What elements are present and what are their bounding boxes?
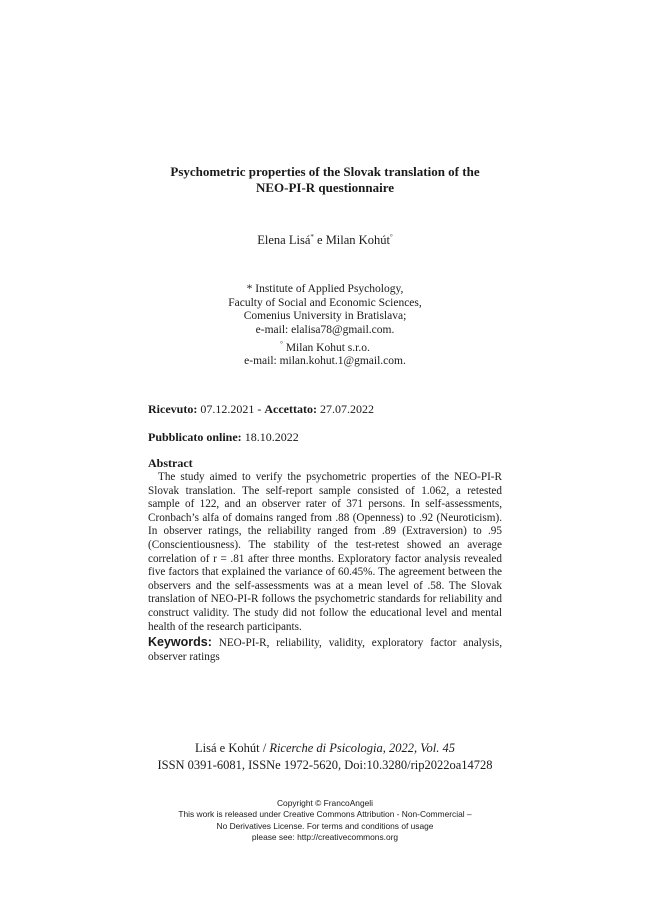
keywords-label: Keywords: xyxy=(148,635,212,649)
received-label: Ricevuto: xyxy=(148,402,198,416)
author-list xyxy=(100,233,550,248)
accepted-value: 27.07.2022 xyxy=(316,402,374,416)
license-link[interactable]: please see: http://creativecommons.org xyxy=(251,831,399,842)
paper-title-line-2: NEO-PI-R questionnaire xyxy=(255,180,395,195)
citation-block xyxy=(100,740,550,774)
accepted-label: Accettato: xyxy=(264,402,317,416)
citation-issn: ISSN 0391-6081, ISSNe 1972-5620, Doi:10.3280/rip2022oa14728 xyxy=(157,758,493,772)
copyright-notice xyxy=(100,798,550,843)
affiliation-line xyxy=(100,338,550,356)
affiliation-email[interactable]: e-mail: milan.kohut.1@gmail.com. xyxy=(244,355,406,368)
author-connector: e xyxy=(313,233,326,248)
published-line xyxy=(148,430,299,445)
affiliation-line: Comenius University in Bratislava; xyxy=(243,310,407,323)
paper-title-line-1: Psychometric properties of the Slovak translation of the xyxy=(170,164,480,179)
author-mark: * xyxy=(310,233,314,241)
published-label: Pubblicato online: xyxy=(148,430,242,444)
citation-authors: Lisá e Kohút / xyxy=(195,741,270,755)
author-name: Elena Lisá xyxy=(257,233,311,248)
received-value: 07.12.2021 - xyxy=(197,402,265,416)
copyright-line: Copyright © FrancoAngeli xyxy=(276,798,373,808)
abstract-heading: Abstract xyxy=(148,456,193,470)
license-line: This work is released under Creative Commons Attribution - Non-Commercial – xyxy=(178,809,472,820)
keywords-text: NEO-PI-R, reliability, validity, exploratory factor analysis, observer ratings xyxy=(148,637,502,663)
author-name: Milan Kohút xyxy=(325,233,390,248)
paper-title xyxy=(100,164,550,196)
received-accepted-line xyxy=(148,402,374,417)
abstract-text: The study aimed to verify the psychometric properties of the NEO-PI-R Slovak translation. The self-report sample consisted of 1.062, a retested sample of 122, and an observer rater of 371 persons. In self-assessments, Cronbach’s alfa of domains ranged from .88 (Openness) to .92 (Neuroticism). In observer ratings, the reliability ranged from .89 (Extraversion) to .95 (Conscientiousness). The stability of the test-retest showed an average correlation of r = .81 after three months. Exploratory factor analysis revealed five factors that explained the variance of 60.45%. The agreement between the observers and the self-assessments was at a mean level of .58. The Slovak translation of NEO-PI-R follows the psychometric standards for reliability and construct validity. The study did not follow the educational level and mental health of the research participants. xyxy=(148,471,502,633)
published-value: 18.10.2022 xyxy=(241,430,299,444)
affiliation-line: Faculty of Social and Economic Sciences, xyxy=(228,296,422,309)
keywords-block xyxy=(148,636,502,664)
affiliation-mark: ° xyxy=(280,339,283,348)
citation-journal: Ricerche di Psicologia, 2022, Vol. 45 xyxy=(269,741,455,755)
affiliation-line: * Institute of Applied Psychology, xyxy=(246,283,404,295)
author-mark: ° xyxy=(389,233,393,241)
affiliation-company: Milan Kohut s.r.o. xyxy=(282,341,370,354)
license-line: No Derivatives License. For terms and conditions of usage xyxy=(216,820,434,831)
citation-line xyxy=(100,740,550,757)
affiliation-email[interactable]: e-mail: elalisa78@gmail.com. xyxy=(255,324,395,337)
affiliation-block xyxy=(100,283,550,369)
